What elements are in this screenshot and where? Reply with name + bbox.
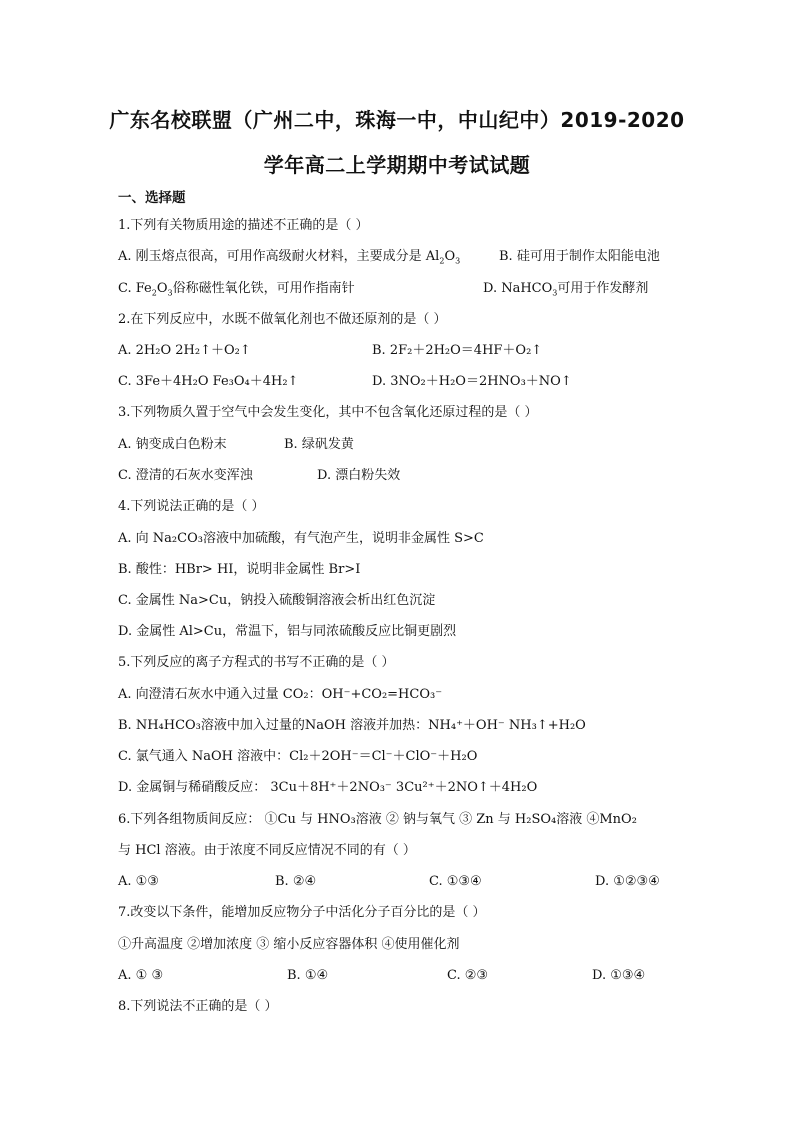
question-7-stem: 7.改变以下条件，能增加反应物分子中活化分子百分比的是（ ） [118,905,486,920]
question-6-stem: 6.下列各组物质间反应： ①Cu 与 HNO₃溶液 ② 钠与氧气 ③ Zn 与 H₂SO₄溶液 ④MnO₂ [118,812,637,827]
question-6-option-c: C. ①③④ [429,874,482,889]
question-2-stem: 2.在下列反应中，水既不做氧化剂也不做还原剂的是（ ） [118,312,447,327]
question-7-option-a: A. ① ③ [118,968,164,983]
question-7-option-b: B. ①④ [287,968,329,983]
question-6-option-b: B. ②④ [275,874,317,889]
question-2-option-a: A. 2H₂O 2H₂↑＋O₂↑ [118,343,251,358]
question-6-option-d: D. ①②③④ [595,874,660,889]
question-2-option-c: C. 3Fe＋4H₂O Fe₃O₄＋4H₂↑ [118,374,299,389]
question-4-stem: 4.下列说法正确的是（ ） [118,499,265,514]
question-1-option-c: C. $Fe_2O_3$俗称磁性氧化铁，可用作指南针 [118,281,355,298]
question-5-option-b: B. NH₄HCO₃溶液中加入过量的NaOH 溶液并加热：NH₄⁺＋OH⁻ NH₃↑+H₂O [118,718,586,733]
question-8-stem: 8.下列说法不正确的是（ ） [118,999,278,1014]
question-1-option-a: A. 刚玉熔点很高，可用作高级耐火材料，主要成分是 $Al_2O_3$ [118,249,461,266]
question-4-option-d: D. 金属性 Al>Cu，常温下，铝与同浓硫酸反应比铜更剧烈 [118,624,457,639]
question-5-option-a: A. 向澄清石灰水中通入过量 CO₂：OH⁻+CO₂=HCO₃⁻ [118,687,443,702]
question-7-option-d: D. ①③④ [592,968,646,983]
question-5-option-c: C. 氯气通入 NaOH 溶液中：Cl₂＋2OH⁻＝Cl⁻＋ClO⁻＋H₂O [118,749,478,764]
question-3-option-c: C. 澄清的石灰水变浑浊 [118,468,253,483]
question-6-stem-continued: 与 HCl 溶液。由于浓度不同反应情况不同的有（ ） [118,843,416,858]
question-5-stem: 5.下列反应的离子方程式的书写不正确的是（ ） [118,655,395,670]
question-3-option-a: A. 钠变成白色粉末 [118,437,227,452]
question-2-option-d: D. 3NO₂＋H₂O＝2HNO₃＋NO↑ [372,374,572,389]
question-6-option-a: A. ①③ [118,874,159,889]
question-3-option-d: D. 漂白粉失效 [317,468,401,483]
question-5-option-d: D. 金属铜与稀硝酸反应： 3Cu＋8H⁺＋2NO₃⁻ 3Cu²⁺＋2NO↑＋4H₂O [118,780,538,795]
question-4-option-b: B. 酸性：HBr> HI，说明非金属性 Br>I [118,562,361,577]
document-title-line-1: 广东名校联盟（广州二中，珠海一中，中山纪中）2019-2020 [109,108,685,132]
question-1-stem: 1.下列有关物质用途的描述不正确的是（ ） [118,218,369,233]
question-7-conditions: ①升高温度 ②增加浓度 ③ 缩小反应容器体积 ④使用催化剂 [118,937,460,952]
question-4-option-a: A. 向 Na₂CO₃溶液中加硫酸，有气泡产生，说明非金属性 S>C [118,531,484,546]
document-title-line-2: 学年高二上学期期中考试试题 [263,153,531,177]
question-1-option-b: B. 硅可用于制作太阳能电池 [499,249,660,264]
question-7-option-c: C. ②③ [447,968,489,983]
question-3-stem: 3.下列物质久置于空气中会发生变化，其中不包含氧化还原过程的是（ ） [118,405,538,420]
question-1-option-d: D. NaHCO$_3$可用于作发酵剂 [483,281,649,298]
question-4-option-c: C. 金属性 Na>Cu，钠投入硫酸铜溶液会析出红色沉淀 [118,593,436,608]
section-heading: 一、选择题 [118,190,186,206]
question-3-option-b: B. 绿矾发黄 [284,437,354,452]
question-2-option-b: B. 2F₂＋2H₂O＝4HF＋O₂↑ [372,343,543,358]
